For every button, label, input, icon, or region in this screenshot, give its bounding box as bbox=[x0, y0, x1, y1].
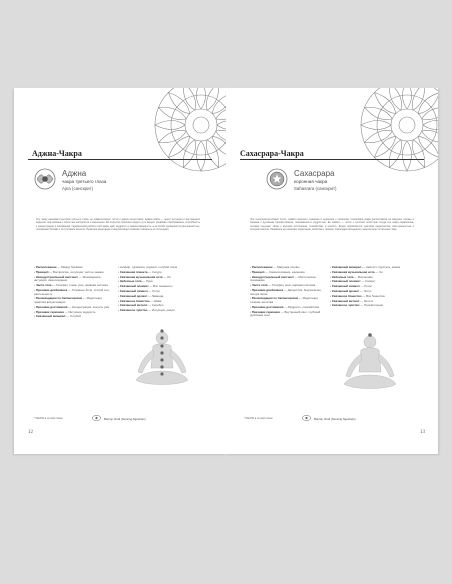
property-key: Связанная музыкальная нота bbox=[331, 269, 375, 274]
property-value: — Луна bbox=[141, 279, 153, 284]
property-value: — Ясновидение, интуиция, самопознание bbox=[34, 274, 102, 283]
property-key: Небесные тела bbox=[119, 279, 142, 284]
property-item: • Небесные тела — Вселенная bbox=[330, 274, 373, 279]
emblem-badge-icon bbox=[302, 415, 311, 421]
emblem-badge-icon bbox=[92, 415, 101, 421]
chakra-name: Аджна bbox=[62, 169, 87, 178]
property-key: Связанный металл bbox=[331, 298, 360, 303]
meditating-figure-icon bbox=[126, 328, 198, 394]
property-key: Рекомендации по балансировке bbox=[35, 296, 83, 301]
property-key: Признаки дисбаланса bbox=[251, 287, 284, 292]
property-key: Связанный металл bbox=[119, 303, 148, 308]
properties-column-1 bbox=[250, 266, 326, 319]
property-item: • Неиндустриальный инстинкт — Мистическое понимание bbox=[250, 274, 316, 283]
property-value: — Между бровями bbox=[56, 265, 83, 269]
property-item: • Связанное божество — Шива bbox=[118, 298, 162, 303]
property-item: • Связанная планета — Сатурн bbox=[118, 269, 162, 274]
chakra-header bbox=[34, 168, 134, 196]
property-value: — Мистическое понимание bbox=[250, 274, 316, 283]
footer-author: Виктор Этой (Sensing Ngoshelo) bbox=[314, 417, 356, 421]
property-key: Принцип bbox=[35, 269, 49, 274]
property-key: Расположение bbox=[251, 265, 273, 269]
property-key: Связанный аромат bbox=[331, 288, 360, 293]
properties-column-2 bbox=[330, 266, 412, 309]
property-item: • Связанный минерал — Голубой bbox=[34, 314, 81, 319]
chakra-sanskrit: Ajna (санскрит) bbox=[62, 186, 94, 191]
property-key: Связанное божество bbox=[331, 293, 362, 298]
property-value: — Серебро bbox=[147, 303, 164, 308]
property-item: • Расположение — Макушка головы bbox=[250, 265, 300, 269]
property-item: • Связанный аромат — Лаванда bbox=[118, 293, 164, 298]
property-key: Признаки гармонии bbox=[35, 309, 64, 314]
property-item: • Признаки достижения — Мудрость, спокойствие bbox=[250, 304, 320, 309]
property-item: • Связанное чувство — Просветление bbox=[330, 303, 384, 308]
property-key: Связанный аромат bbox=[119, 293, 148, 298]
property-value: — Самоосознание, единение bbox=[264, 269, 305, 274]
property-item: • Связанный элемент — Космос bbox=[330, 279, 375, 284]
property-item: • Связанный металл — Золото bbox=[330, 298, 374, 303]
chakra-sanskrit: Sahasrara (санскрит) bbox=[294, 186, 337, 191]
chakra-subtitle: чакра третьего глаза bbox=[62, 179, 107, 184]
property-item: • Связанный символ — Лотос bbox=[330, 284, 372, 289]
property-value: — Си bbox=[374, 269, 383, 274]
property-value: — Интуиция, мудрость bbox=[63, 309, 96, 314]
property-value: — Голубой bbox=[65, 314, 81, 319]
title-divider bbox=[28, 159, 212, 160]
property-key: Части тела bbox=[251, 283, 268, 288]
property-key: Связанный символ bbox=[331, 284, 360, 289]
footer-note: *ЧАКРЫ в четкой схеме bbox=[34, 417, 63, 420]
property-value: — Космос bbox=[360, 279, 375, 284]
property-item: • сапфир, турмалин, содалит, голубой топаз bbox=[118, 265, 178, 269]
property-item: • Связанное божество — Все божества bbox=[330, 293, 385, 298]
property-value: — Восприятие, интуиция, чистое знание bbox=[48, 269, 104, 274]
property-key: Признаки гармонии bbox=[251, 309, 280, 314]
property-value: — Ля bbox=[162, 274, 171, 279]
property-value: — Просветление bbox=[359, 303, 384, 308]
property-value: — Аметист, хрусталь, алмаз bbox=[361, 265, 401, 269]
properties-column-1 bbox=[34, 266, 112, 320]
property-key: Связанный минерал bbox=[331, 265, 362, 269]
property-item: • Неиндустриальный инстинкт — Ясновидение, интуиция, самопознание bbox=[34, 274, 102, 283]
property-key: Связанный минерал bbox=[35, 314, 66, 319]
property-value: — Мудрость, спокойствие bbox=[283, 304, 320, 309]
property-item: • Принцип — Самоосознание, единение bbox=[250, 269, 305, 274]
footer-author: Виктор Этой (Sensing Ngoshelo) bbox=[104, 417, 146, 421]
property-value: — Золото bbox=[359, 298, 374, 303]
property-item: • Связанный металл — Серебро bbox=[118, 303, 164, 308]
property-value: — Гипофиз, глаза, уши, нервная система bbox=[51, 283, 108, 288]
property-value: — Головные боли, плохой сон, рассеянность bbox=[34, 287, 110, 296]
property-key: Связанная музыкальная нота bbox=[119, 274, 163, 279]
intro-paragraph: Эту чакру называют центром третьего глаза, её символизирует лотос с двумя лепестками. Аджна-чакра — центр интуиции и внутреннего видения, она связана с ясностью восприятия и мышления. Её открытие помогает видеть суть вещей, развивает воображение, способность к концентрации и пониманию. Гармоничная работа этой чакры даёт мудрость и самоосознанность, а её блоки проявляются рассеянностью, головными болями и отсутствием ясности. Практика медитации и визуализации помогает раскрыть её потенциал. bbox=[36, 218, 200, 232]
property-item: • Связанный элемент — Все элементы bbox=[118, 284, 173, 289]
property-value: — Шива bbox=[149, 298, 162, 303]
property-key: Небесные тела bbox=[331, 274, 354, 279]
property-value: — Сатурн bbox=[147, 269, 162, 274]
property-key: Признаки дисбаланса bbox=[35, 287, 68, 292]
property-item: • Принцип — Восприятие, интуиция, чистое знание bbox=[34, 269, 104, 274]
property-value: — Макушка головы bbox=[272, 265, 300, 269]
property-item: • Связанная музыкальная нота — Ля bbox=[118, 274, 171, 279]
property-item: • Связанный символ — Лотос bbox=[118, 288, 160, 293]
chakra-name: Сахасрара bbox=[294, 169, 335, 178]
property-value: — Лотос bbox=[359, 288, 372, 293]
chakra-subtitle: коронная чакра bbox=[294, 179, 328, 184]
property-key: Рекомендации по балансировке bbox=[251, 296, 299, 301]
property-value: — Медитация, тишина, молитва bbox=[250, 296, 319, 305]
property-item: • Части тела — Гипофиз, мозг, нервная система bbox=[250, 283, 316, 288]
page-number: 12 bbox=[28, 430, 33, 435]
property-item: • Рекомендации по балансировке — Медитация, практика визуализации bbox=[34, 296, 103, 305]
property-value: — Лаванда bbox=[147, 293, 164, 298]
property-value: — Внутренний свет, глубокий духовный опыт bbox=[250, 309, 321, 318]
sahasrara-chakra-icon bbox=[266, 168, 288, 190]
page-number: 13 bbox=[420, 430, 425, 435]
page-title: Аджна-Чакра bbox=[32, 149, 82, 158]
property-item: • Связанная музыкальная нота — Си bbox=[330, 269, 383, 274]
property-key: Расположение bbox=[35, 265, 57, 269]
property-key: Признаки достижения bbox=[35, 304, 68, 309]
property-value: — Концентрация, ясность ума bbox=[67, 304, 109, 309]
property-key: Части тела bbox=[35, 283, 52, 288]
property-key: Связанное чувство bbox=[331, 303, 360, 308]
property-key: Признаки достижения bbox=[251, 304, 284, 309]
property-item: • Признаки гармонии — Интуиция, мудрость bbox=[34, 309, 96, 314]
property-value: — Интуиция, разум bbox=[147, 308, 175, 313]
right-page bbox=[226, 88, 438, 454]
mandala-ornament-icon bbox=[352, 88, 438, 180]
property-item: • Части тела — Гипофиз, глаза, уши, нервная система bbox=[34, 283, 108, 288]
property-key: Неиндустриальный инстинкт bbox=[35, 274, 78, 279]
property-item: • Признаки дисбаланса — Депрессия, безразличие, потеря связи bbox=[250, 287, 322, 296]
property-value: — Вселенная bbox=[353, 274, 373, 279]
property-value: — Депрессия, безразличие, потеря связи bbox=[250, 287, 322, 296]
property-value: — Лотос bbox=[147, 288, 160, 293]
property-value: — Лотос bbox=[359, 284, 372, 289]
property-key: Неиндустриальный инстинкт bbox=[251, 274, 294, 279]
left-page bbox=[14, 88, 226, 454]
property-value: — Все божества bbox=[361, 293, 385, 298]
property-item: • Небесные тела — Луна bbox=[118, 279, 153, 284]
intro-paragraph: Это тысячелепестковый лотос, символ высшего сознания и единения с космосом. Сахасрара-чакра расположена на макушке головы и связана с духовным просветлением, пониманием и мудростью. Её символ — лотос с тысячей лепестков. Когда эта чакра гармонична, человек ощущает связь с высшим источником, спокойствие и ясность. Блоки проявляются чувством одиночества, растерянностью и потерей смысла. Развивать её помогают медитация, молитва и тишина. Сахасрара объединяет энергии всех остальных чакр. bbox=[250, 218, 414, 232]
property-key: Связанный элемент bbox=[119, 284, 149, 289]
property-value: — Все элементы bbox=[148, 284, 173, 289]
footer-note: *ЧАКРЫ в четкой схеме bbox=[244, 417, 273, 420]
property-item: • Расположение — Между бровями bbox=[34, 265, 83, 269]
property-item: • Признаки гармонии — Внутренний свет, глубокий духовный опыт bbox=[250, 309, 321, 318]
properties-column-2 bbox=[118, 266, 198, 314]
property-item: • Связанный аромат — Лотос bbox=[330, 288, 372, 293]
property-item: • Связанное чувство — Интуиция, разум bbox=[118, 308, 175, 313]
meditating-figure-icon bbox=[334, 332, 406, 398]
mandala-ornament-icon bbox=[146, 88, 226, 180]
property-value: — Гипофиз, мозг, нервная система bbox=[267, 283, 316, 288]
property-key: Связанный символ bbox=[119, 288, 148, 293]
property-item: • Рекомендации по балансировке — Медитация, тишина, молитва bbox=[250, 296, 319, 305]
property-key: Связанное чувство bbox=[119, 308, 148, 313]
property-value: сапфир, турмалин, содалит, голубой топаз bbox=[119, 265, 178, 269]
property-key: Принцип bbox=[251, 269, 265, 274]
ajna-chakra-icon bbox=[34, 168, 56, 190]
chakra-header bbox=[266, 168, 366, 196]
property-item: • Признаки достижения — Концентрация, ясность ума bbox=[34, 304, 109, 309]
property-item: • Признаки дисбаланса — Головные боли, плохой сон, рассеянность bbox=[34, 287, 110, 296]
property-key: Связанный элемент bbox=[331, 279, 361, 284]
property-key: Связанная планета bbox=[119, 269, 148, 274]
property-value: — Медитация, практика визуализации bbox=[34, 296, 103, 305]
page-title: Сахасрара-Чакра bbox=[240, 149, 304, 158]
property-item: • Связанный минерал — Аметист, хрусталь, алмаз bbox=[330, 265, 401, 269]
title-divider bbox=[240, 159, 424, 160]
property-key: Связанное божество bbox=[119, 298, 150, 303]
